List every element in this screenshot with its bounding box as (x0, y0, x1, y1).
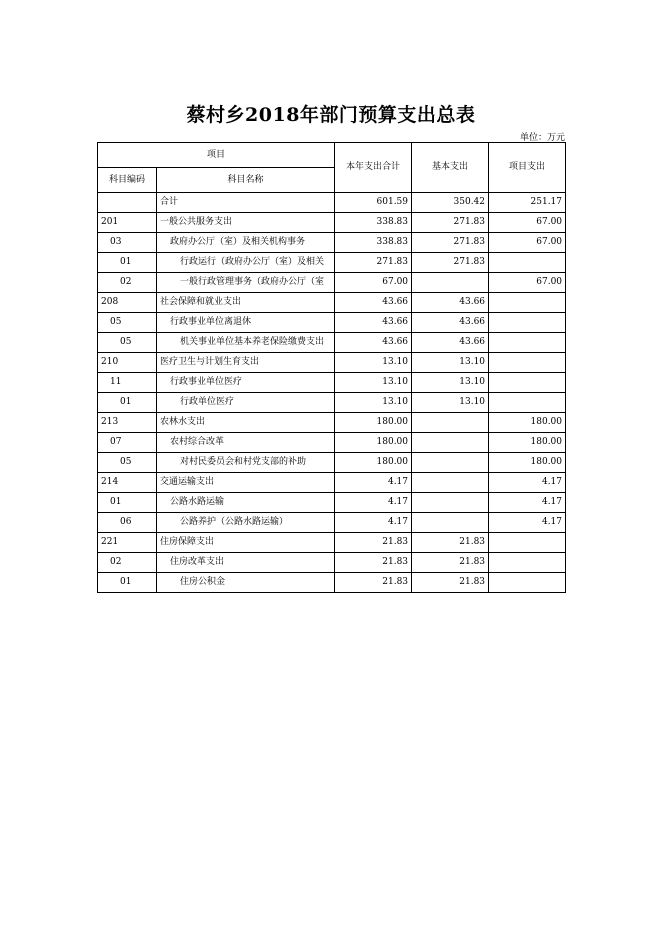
table-row (98, 353, 566, 373)
cell-basic (412, 433, 489, 453)
cell-name: 机关事业单位基本养老保险缴费支出 (157, 333, 335, 353)
cell-code: 06 (98, 513, 157, 533)
cell-basic: 271.83 (412, 253, 489, 273)
table-row (98, 273, 566, 293)
cell-total: 13.10 (335, 393, 412, 413)
header-total: 本年支出合计 (335, 143, 412, 193)
cell-proj (489, 533, 566, 553)
cell-total: 13.10 (335, 353, 412, 373)
cell-total: 180.00 (335, 413, 412, 433)
cell-basic: 21.83 (412, 573, 489, 593)
page-title: 蔡村乡2018年部门预算支出总表 (186, 104, 476, 126)
cell-proj (489, 553, 566, 573)
cell-code: 214 (98, 473, 157, 493)
cell-basic: 21.83 (412, 533, 489, 553)
cell-code: 11 (98, 373, 157, 393)
cell-total: 601.59 (335, 193, 412, 213)
cell-code: 02 (98, 273, 157, 293)
cell-total: 21.83 (335, 533, 412, 553)
table-row (98, 433, 566, 453)
cell-basic: 271.83 (412, 233, 489, 253)
cell-proj: 180.00 (489, 453, 566, 473)
cell-basic: 43.66 (412, 293, 489, 313)
cell-name: 医疗卫生与计划生育支出 (157, 353, 335, 373)
cell-proj: 4.17 (489, 513, 566, 533)
cell-code: 213 (98, 413, 157, 433)
cell-code: 05 (98, 333, 157, 353)
table-row (98, 413, 566, 433)
header-proj: 项目支出 (489, 143, 566, 193)
cell-basic (412, 273, 489, 293)
cell-proj: 251.17 (489, 193, 566, 213)
cell-name: 公路水路运输 (157, 493, 335, 513)
cell-proj: 4.17 (489, 493, 566, 513)
header-name: 科目名称 (157, 168, 335, 193)
cell-code: 210 (98, 353, 157, 373)
cell-total: 271.83 (335, 253, 412, 273)
cell-basic (412, 473, 489, 493)
cell-code: 01 (98, 573, 157, 593)
table-row (98, 213, 566, 233)
cell-code: 221 (98, 533, 157, 553)
cell-proj (489, 313, 566, 333)
cell-proj: 4.17 (489, 473, 566, 493)
cell-name: 公路养护（公路水路运输） (157, 513, 335, 533)
header-code: 科目编码 (98, 168, 157, 193)
header-basic: 基本支出 (412, 143, 489, 193)
cell-basic: 13.10 (412, 373, 489, 393)
cell-total: 338.83 (335, 233, 412, 253)
cell-total: 4.17 (335, 473, 412, 493)
cell-basic: 271.83 (412, 213, 489, 233)
unit-label: 单位：万元 (519, 133, 565, 143)
cell-name: 行政事业单位医疗 (157, 373, 335, 393)
cell-name: 一般行政管理事务（政府办公厅（室 (157, 273, 335, 293)
cell-name: 合计 (157, 193, 335, 213)
cell-total: 13.10 (335, 373, 412, 393)
cell-code: 01 (98, 493, 157, 513)
table-row (98, 513, 566, 533)
cell-name: 一般公共服务支出 (157, 213, 335, 233)
cell-basic: 350.42 (412, 193, 489, 213)
cell-proj (489, 333, 566, 353)
table-row (98, 193, 566, 213)
cell-total: 180.00 (335, 433, 412, 453)
cell-code: 01 (98, 393, 157, 413)
cell-code: 05 (98, 453, 157, 473)
cell-name: 社会保障和就业支出 (157, 293, 335, 313)
cell-total: 180.00 (335, 453, 412, 473)
cell-total: 43.66 (335, 293, 412, 313)
table-row (98, 293, 566, 313)
cell-code: 201 (98, 213, 157, 233)
cell-total: 21.83 (335, 573, 412, 593)
cell-name: 住房改革支出 (157, 553, 335, 573)
cell-proj (489, 573, 566, 593)
header-row-1 (98, 143, 566, 168)
cell-basic: 43.66 (412, 313, 489, 333)
table-row (98, 553, 566, 573)
cell-basic (412, 513, 489, 533)
table-row (98, 233, 566, 253)
cell-code: 01 (98, 253, 157, 273)
cell-proj (489, 393, 566, 413)
cell-name: 住房公积金 (157, 573, 335, 593)
table-row (98, 453, 566, 473)
cell-name: 政府办公厅（室）及相关机构事务 (157, 233, 335, 253)
cell-name: 行政事业单位离退休 (157, 313, 335, 333)
cell-total: 21.83 (335, 553, 412, 573)
header-project: 项目 (98, 143, 335, 168)
cell-basic (412, 413, 489, 433)
cell-total: 4.17 (335, 493, 412, 513)
cell-name: 农林水支出 (157, 413, 335, 433)
cell-proj (489, 253, 566, 273)
cell-basic: 43.66 (412, 333, 489, 353)
cell-name: 行政运行（政府办公厅（室）及相关 (157, 253, 335, 273)
cell-code: 208 (98, 293, 157, 313)
cell-total: 4.17 (335, 513, 412, 533)
cell-proj (489, 293, 566, 313)
budget-table (97, 142, 566, 593)
table-row (98, 253, 566, 273)
cell-code (98, 193, 157, 213)
cell-proj: 180.00 (489, 433, 566, 453)
cell-basic: 21.83 (412, 553, 489, 573)
cell-proj (489, 353, 566, 373)
table-row (98, 493, 566, 513)
cell-basic: 13.10 (412, 393, 489, 413)
cell-total: 67.00 (335, 273, 412, 293)
cell-name: 交通运输支出 (157, 473, 335, 493)
table-row (98, 573, 566, 593)
cell-code: 03 (98, 233, 157, 253)
cell-code: 05 (98, 313, 157, 333)
cell-name: 农村综合改革 (157, 433, 335, 453)
cell-total: 43.66 (335, 313, 412, 333)
cell-name: 住房保障支出 (157, 533, 335, 553)
cell-basic: 13.10 (412, 353, 489, 373)
cell-basic (412, 453, 489, 473)
table-row (98, 373, 566, 393)
cell-proj: 67.00 (489, 233, 566, 253)
cell-name: 对村民委员会和村党支部的补助 (157, 453, 335, 473)
table-row (98, 313, 566, 333)
cell-total: 43.66 (335, 333, 412, 353)
cell-code: 02 (98, 553, 157, 573)
cell-proj: 67.00 (489, 213, 566, 233)
cell-total: 338.83 (335, 213, 412, 233)
table-row (98, 333, 566, 353)
cell-code: 07 (98, 433, 157, 453)
table-row (98, 533, 566, 553)
cell-name: 行政单位医疗 (157, 393, 335, 413)
cell-proj: 180.00 (489, 413, 566, 433)
cell-basic (412, 493, 489, 513)
table-row (98, 393, 566, 413)
cell-proj (489, 373, 566, 393)
cell-proj: 67.00 (489, 273, 566, 293)
table-row (98, 473, 566, 493)
